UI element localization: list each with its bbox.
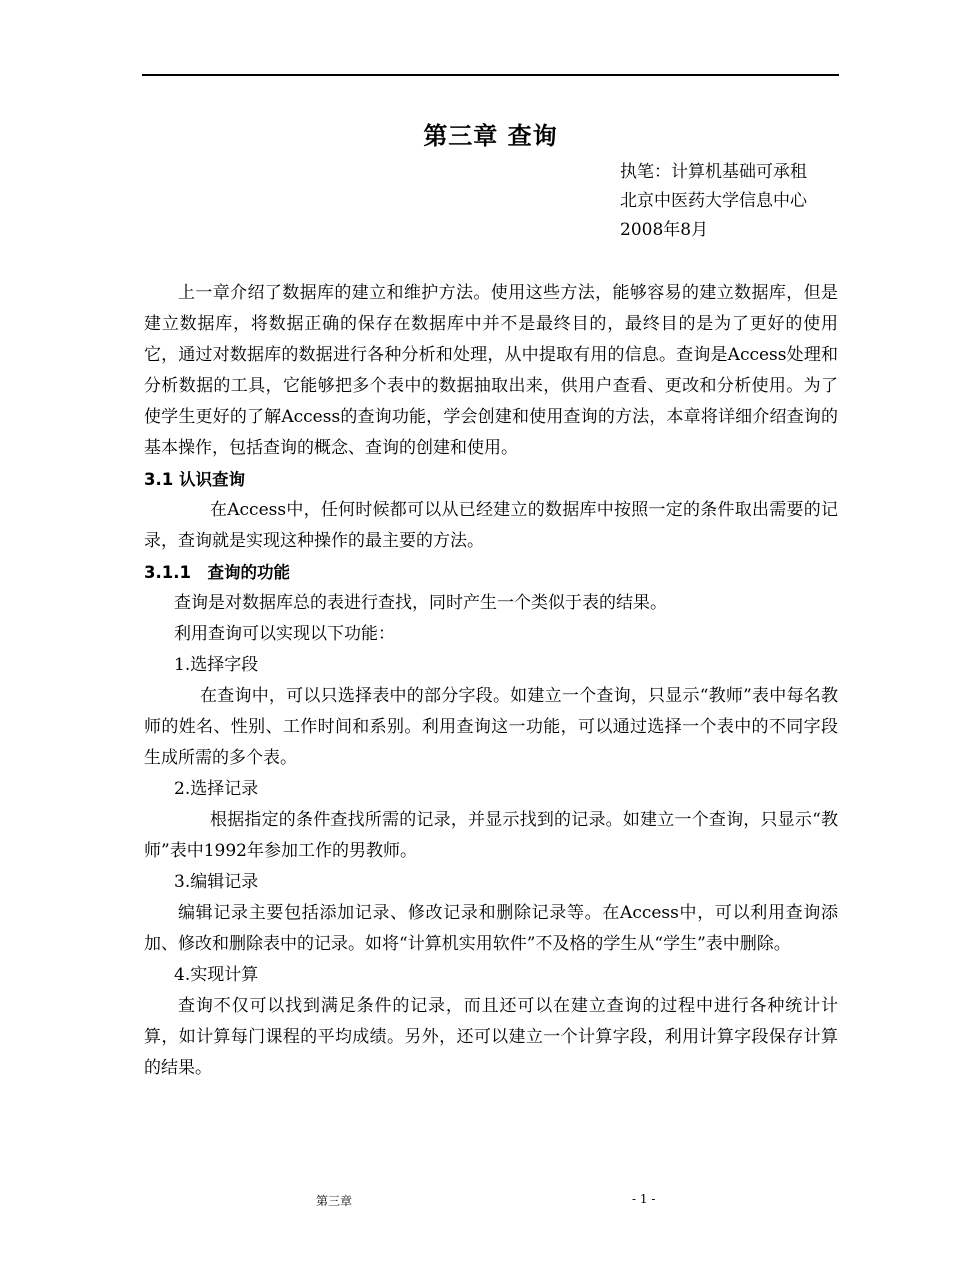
item-3-text: 编辑记录主要包括添加记录、修改记录和删除记录等。在Access中，可以利用查询添加、修改和删除表中的记录。如将“计算机实用软件”不及格的学生从“学生”表中删除。	[144, 903, 838, 954]
section-3-1-paragraph: 在Access中，任何时候都可以从已经建立的数据库中按照一定的条件取出需要的记录，查询就是实现这种操作的最主要的方法。	[144, 500, 838, 551]
section-3-1-1-heading: 3.1.1 查询的功能	[144, 563, 290, 582]
section-3-1-heading: 3.1 认识查询	[144, 470, 245, 489]
footer-chapter: 第三章	[316, 1194, 353, 1208]
item-1-text: 在查询中，可以只选择表中的部分字段。如建立一个查询，只显示“教师”表中每名教师的姓名、性别、工作时间和系别。利用查询这一功能，可以通过选择一个表中的不同字段生成所需的多个表。	[144, 686, 838, 768]
header-rule	[142, 74, 839, 76]
item-2-text: 根据指定的条件查找所需的记录，并显示找到的记录。如建立一个查询，只显示“教师”表中1992年参加工作的男教师。	[144, 810, 838, 861]
org-line: 北京中医药大学信息中心	[620, 191, 807, 211]
date-line: 2008年8月	[620, 220, 709, 240]
chapter-title: 第三章 查询	[423, 122, 558, 150]
item-3-title: 3.编辑记录	[174, 872, 259, 892]
item-2-title: 2.选择记录	[174, 779, 259, 799]
item-4-text: 查询不仅可以找到满足条件的记录，而且还可以在建立查询的过程中进行各种统计计算，如计算每门课程的平均成绩。另外，还可以建立一个计算字段，利用计算字段保存计算的结果。	[144, 996, 838, 1078]
author-line: 执笔：计算机基础可承租	[620, 162, 807, 182]
document-body	[144, 278, 838, 1084]
author-block	[620, 158, 860, 245]
item-4-title: 4.实现计算	[174, 965, 259, 985]
section-3-1-1-paragraph-1: 查询是对数据库总的表进行查找，同时产生一个类似于表的结果。	[174, 593, 667, 613]
item-1-title: 1.选择字段	[174, 655, 259, 675]
intro-paragraph: 上一章介绍了数据库的建立和维护方法。使用这些方法，能够容易的建立数据库，但是建立数据库，将数据正确的保存在数据库中并不是最终目的，最终目的是为了更好的使用它，通过对数据库的数据进行各种分析和处理，从中提取有用的信息。查询是Access处理和分析数据的工具，它能够把多个表中的数据抽取出来，供用户查看、更改和分析使用。为了使学生更好的了解Access的查询功能，学会创建和使用查询的方法，本章将详细介绍查询的基本操作，包括查询的概念、查询的创建和使用。	[144, 283, 838, 458]
footer-page-number: - 1 -	[632, 1192, 656, 1206]
section-3-1-1-paragraph-2: 利用查询可以实现以下功能：	[174, 624, 395, 644]
